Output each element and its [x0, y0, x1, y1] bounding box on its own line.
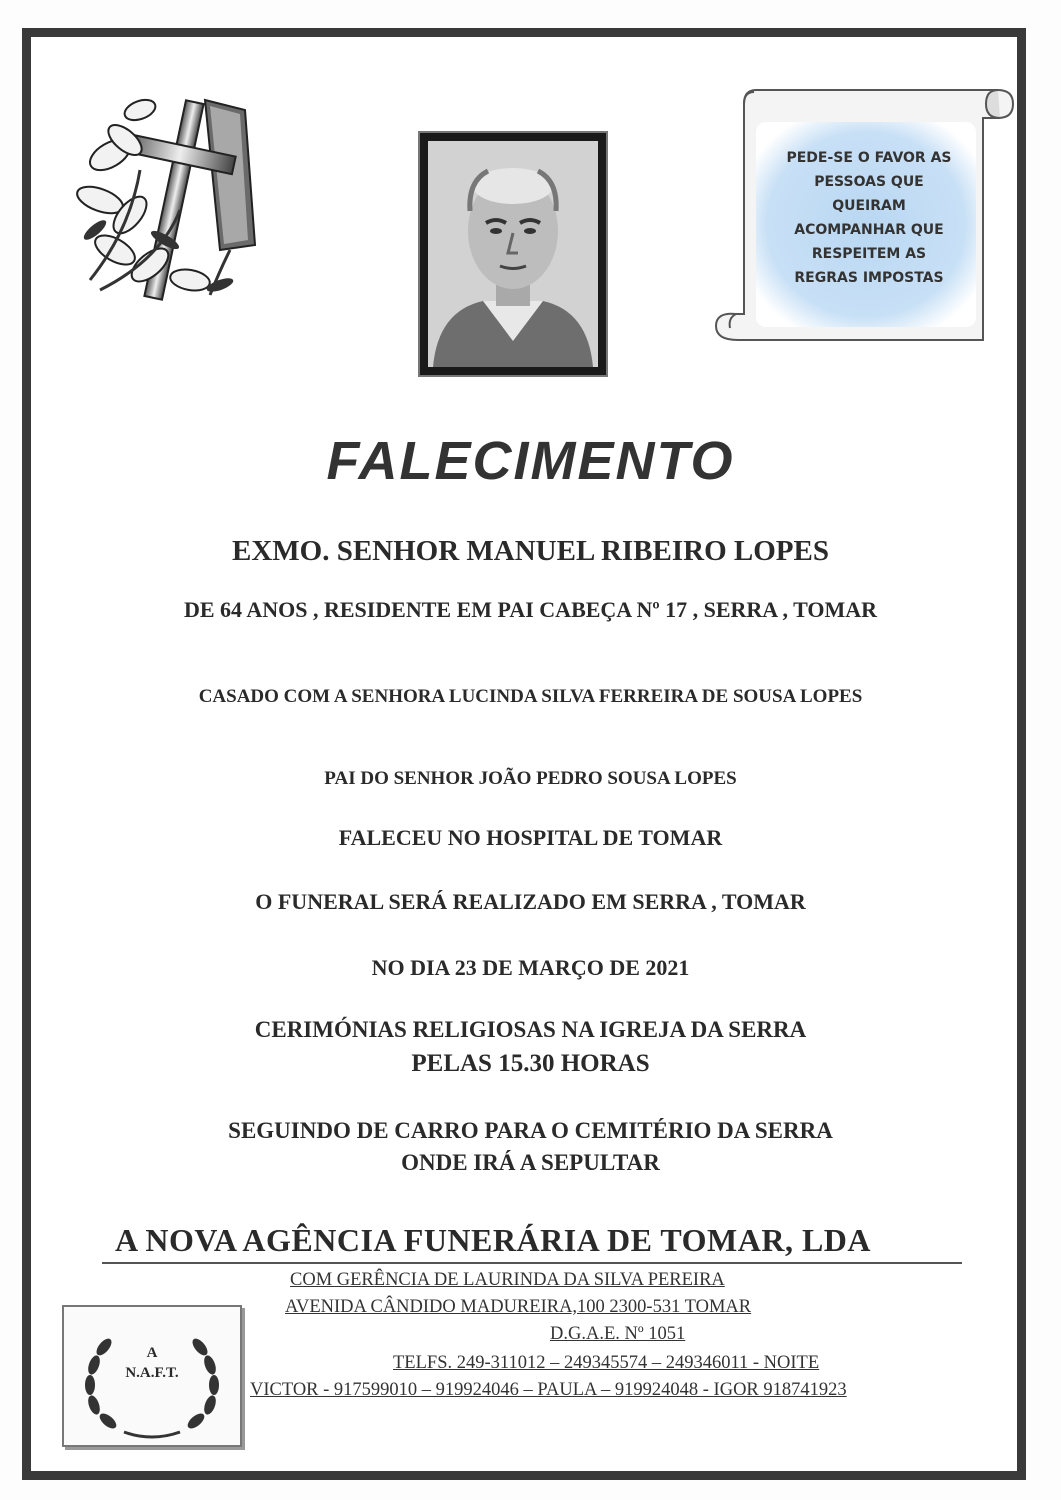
- agency-dgae: D.G.A.E. Nº 1051: [550, 1324, 686, 1344]
- agency-logo: [62, 1305, 242, 1447]
- child: PAI DO SENHOR JOÃO PEDRO SOUSA LOPES: [324, 768, 737, 789]
- cross-lilies-icon: [70, 80, 275, 310]
- agency-address: AVENIDA CÂNDIDO MADUREIRA,100 2300-531 TOMAR: [285, 1297, 752, 1317]
- procession-line-1: SEGUINDO DE CARRO PARA O CEMITÉRIO DA SERRA: [228, 1118, 833, 1143]
- scroll-notice: [708, 82, 1016, 350]
- agency-management: COM GERÊNCIA DE LAURINDA DA SILVA PEREIRA: [290, 1270, 725, 1290]
- notice-line: PESSOAS QUE: [814, 174, 924, 190]
- portrait-icon: [428, 141, 598, 367]
- ceremony: CERIMÓNIAS RELIGIOSAS NA IGREJA DA SERRA: [254, 1017, 807, 1042]
- notice-line: ACOMPANHAR QUE: [794, 222, 944, 238]
- logo-text: N.A.F.T.: [125, 1365, 179, 1381]
- place-of-death: FALECEU NO HOSPITAL DE TOMAR: [338, 825, 723, 850]
- notice-line: QUEIRAM: [832, 198, 906, 214]
- notice-line: RESPEITEM AS: [811, 246, 927, 262]
- agency-name: A NOVA AGÊNCIA FUNERÁRIA DE TOMAR, LDA: [115, 1222, 872, 1258]
- agency-divider: [102, 1262, 962, 1264]
- deceased-name: EXMO. SENHOR MANUEL RIBEIRO LOPES: [231, 535, 829, 567]
- age-residence: DE 64 ANOS , RESIDENTE EM PAI CABEÇA Nº 17 , SERRA , TOMAR: [183, 597, 878, 622]
- deceased-photo: [420, 133, 606, 375]
- funeral-place: O FUNERAL SERÁ REALIZADO EM SERRA , TOMAR: [255, 889, 806, 914]
- page-title: FALECIMENTO: [326, 431, 735, 491]
- logo-letter: A: [146, 1345, 158, 1361]
- spouse: CASADO COM A SENHORA LUCINDA SILVA FERREIRA DE SOUSA LOPES: [198, 686, 863, 707]
- procession-line-2: ONDE IRÁ A SEPULTAR: [401, 1150, 660, 1175]
- notice-line: PEDE-SE O FAVOR AS: [786, 150, 952, 166]
- ceremony-time: PELAS 15.30 HORAS: [411, 1050, 650, 1077]
- agency-phones: TELFS. 249-311012 – 249345574 – 249346011 - NOITE: [393, 1353, 820, 1373]
- scroll-notice-text: [764, 146, 974, 290]
- funeral-date: NO DIA 23 DE MARÇO DE 2021: [371, 955, 690, 980]
- agency-contacts: VICTOR - 917599010 – 919924046 – PAULA – 919924048 - IGOR 918741923: [250, 1380, 847, 1400]
- notice-line: REGRAS IMPOSTAS: [794, 270, 944, 286]
